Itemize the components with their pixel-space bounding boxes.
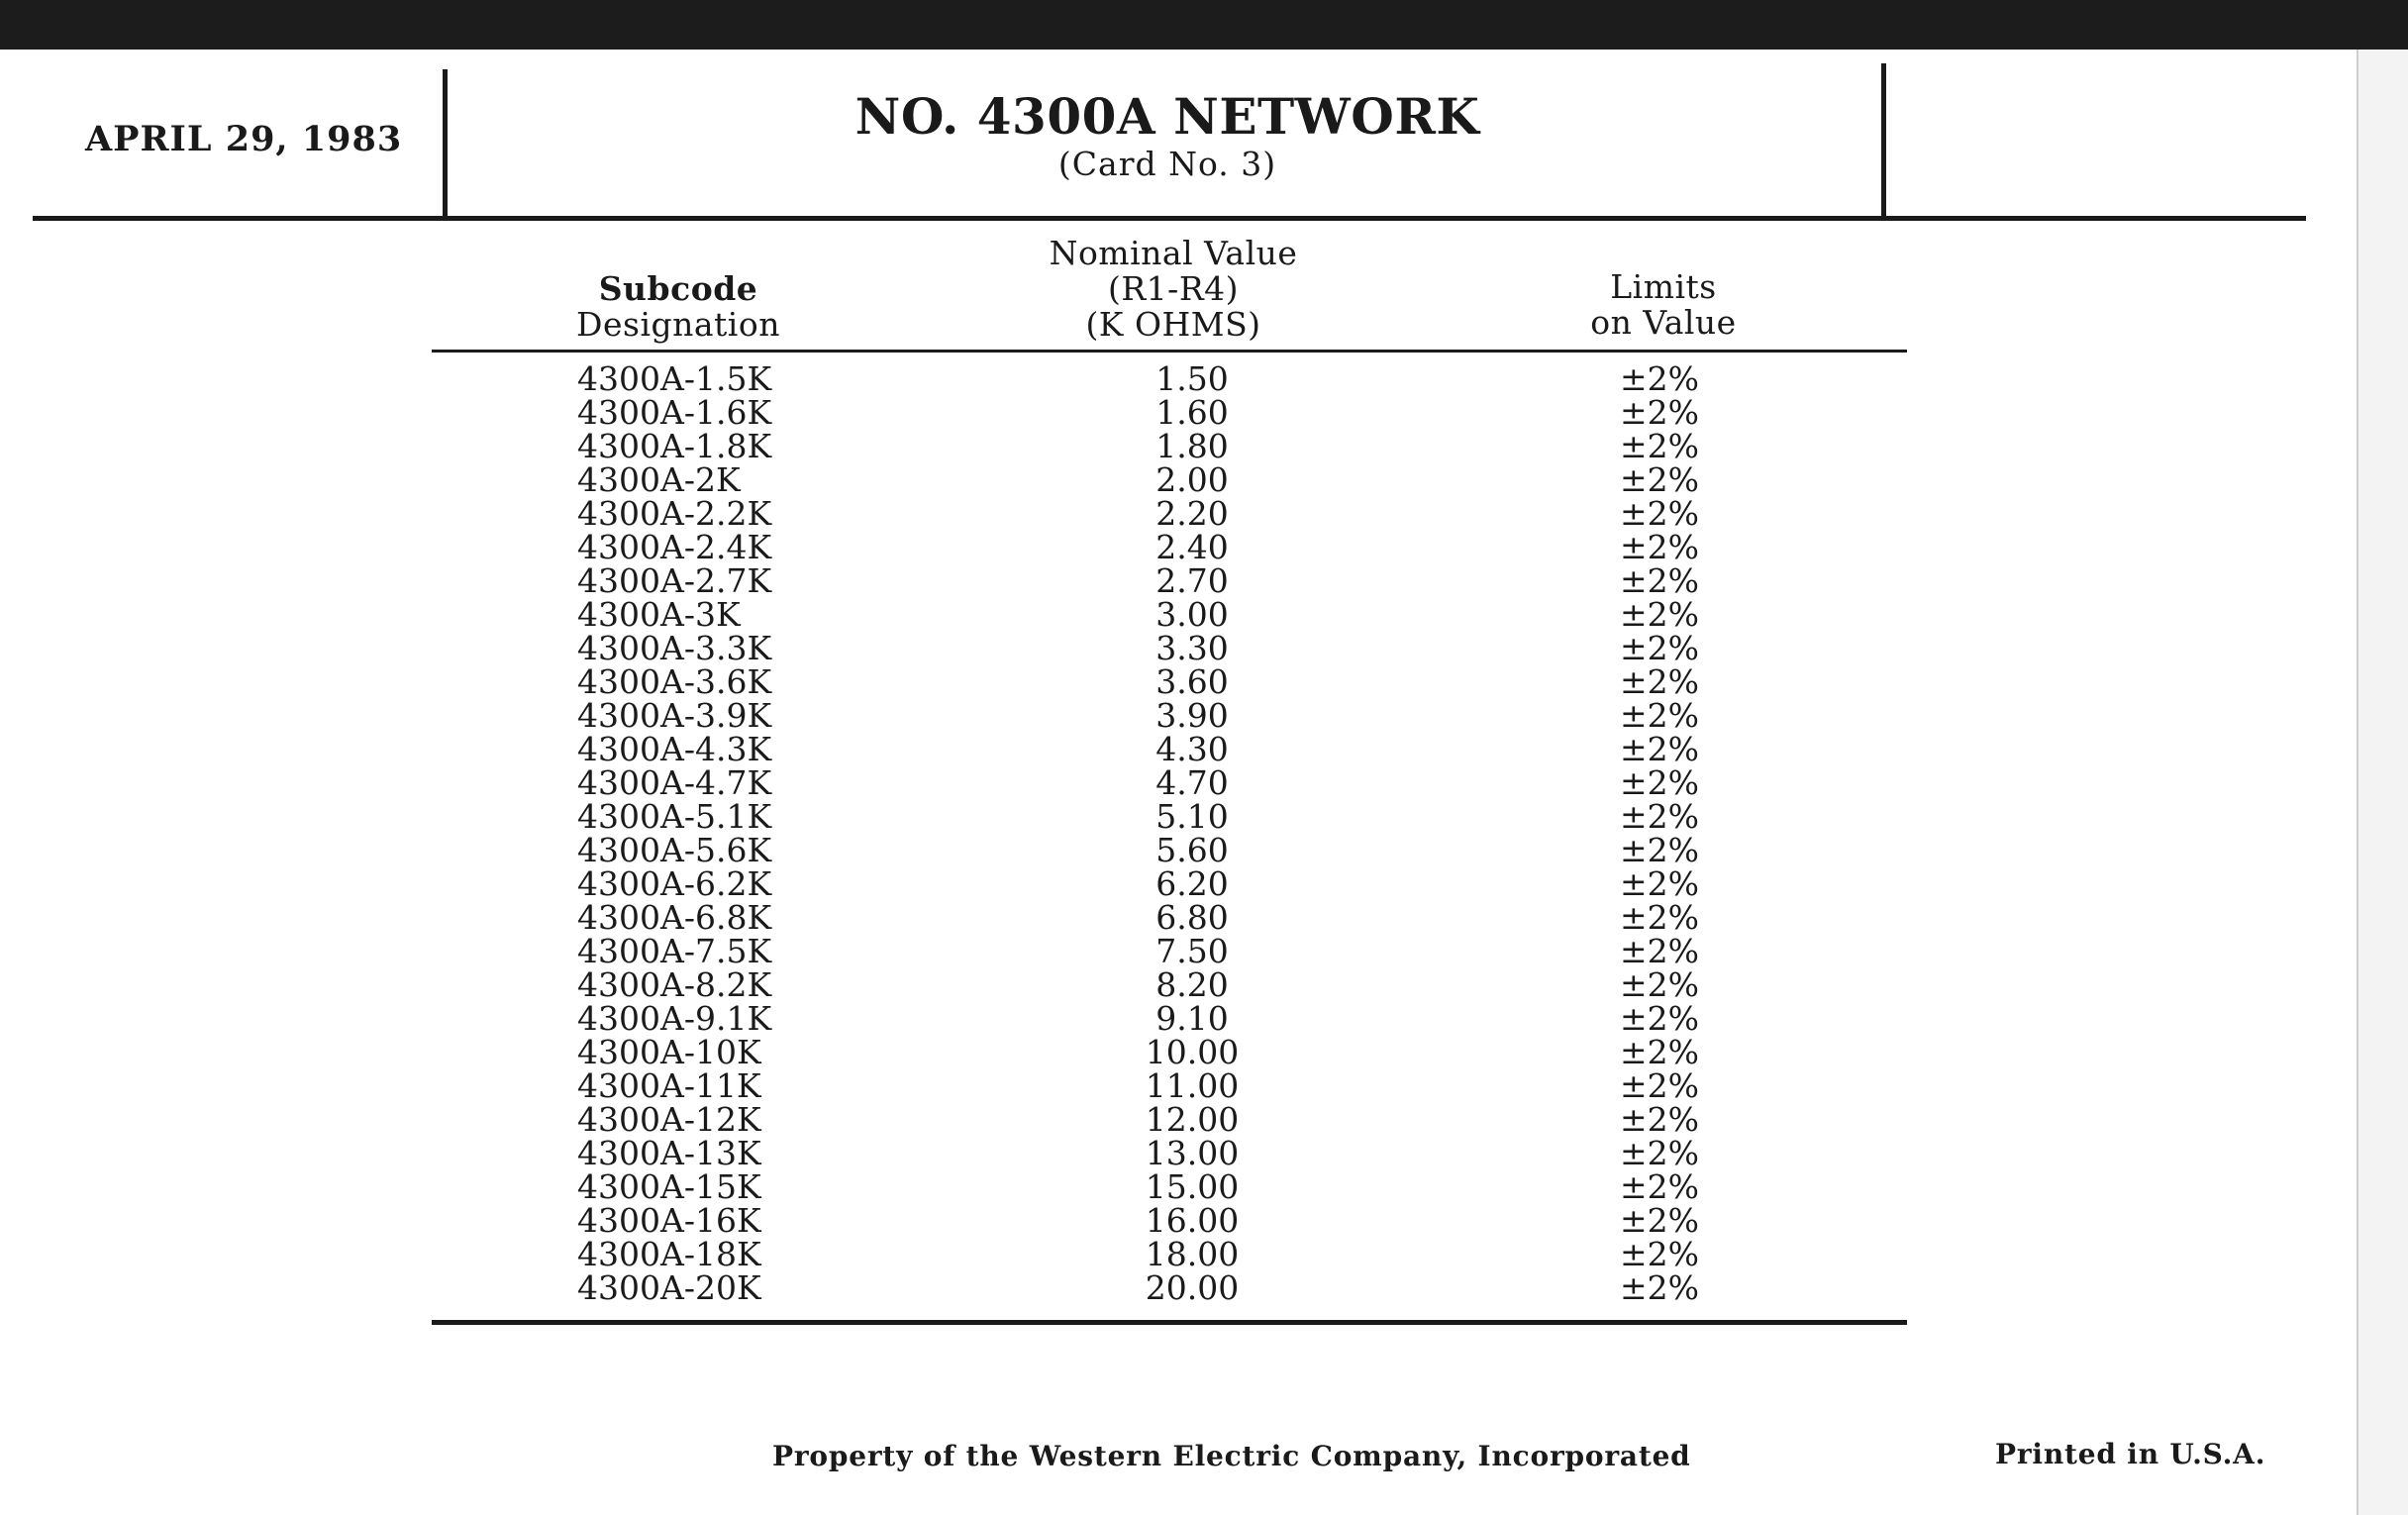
limit-cell: ±2% [1619,898,1699,937]
table-row [436,460,1901,499]
subcode-cell: 4300A-6.2K [577,864,772,903]
table-row [436,427,1901,465]
limit-cell: ±2% [1619,730,1699,768]
nominal-value-cell: 2.00 [1155,460,1229,499]
table-row [436,1235,1901,1273]
subcode-cell: 4300A-2K [577,460,741,499]
document-title: NO. 4300A NETWORK [854,87,1480,146]
limit-cell: ±2% [1619,696,1699,735]
column-header-nominal-value [990,236,1356,343]
limit-cell: ±2% [1619,1066,1699,1105]
nominal-value-cell: 13.00 [1145,1134,1240,1172]
subcode-cell: 4300A-2.4K [577,528,772,566]
nominal-value-cell: 7.50 [1155,932,1229,970]
table-row [436,1100,1901,1139]
subcode-cell: 4300A-1.8K [577,427,772,465]
table-row [436,561,1901,600]
limit-cell: ±2% [1619,932,1699,970]
nominal-value-cell: 2.20 [1155,494,1229,533]
subcode-cell: 4300A-3K [577,595,741,634]
nominal-value-cell: 16.00 [1145,1201,1240,1240]
nominal-value-cell: 6.80 [1155,898,1229,937]
limit-cell: ±2% [1619,1201,1699,1240]
subcode-cell: 4300A-20K [577,1268,761,1307]
nominal-value-cell: 11.00 [1145,1066,1240,1105]
table-row [436,1066,1901,1105]
subcode-cell: 4300A-2.7K [577,561,772,600]
subcode-cell: 4300A-3.9K [577,696,772,735]
limit-cell: ±2% [1619,1167,1699,1206]
table-row [436,1167,1901,1206]
subcode-cell: 4300A-5.6K [577,831,772,869]
table-row [436,797,1901,836]
limit-cell: ±2% [1619,427,1699,465]
column-header-subcode-sub [540,307,817,343]
subcode-cell: 4300A-4.7K [577,763,772,802]
document-card [0,50,2357,1515]
table-row [436,494,1901,533]
subcode-cell: 4300A-7.5K [577,932,772,970]
table-row [436,999,1901,1038]
subcode-cell: 4300A-16K [577,1201,761,1240]
limit-cell: ±2% [1619,595,1699,634]
subcode-cell: 4300A-1.5K [577,359,772,398]
nominal-value-cell: 20.00 [1145,1268,1240,1307]
limit-cell: ±2% [1619,359,1699,398]
table-row [436,965,1901,1004]
limit-cell: ±2% [1619,1033,1699,1071]
nominal-value-cell: 4.30 [1155,730,1229,768]
subcode-cell: 4300A-9.1K [577,999,772,1038]
footer-printed-notice: Printed in U.S.A. [1995,1438,2266,1470]
table-header-rule [432,350,1907,353]
nominal-value-cell: 12.00 [1145,1100,1240,1139]
column-header-subcode-line2: Designation [576,305,780,344]
nominal-value-cell: 1.60 [1155,393,1229,432]
limit-cell: ±2% [1619,965,1699,1004]
table-row [436,1033,1901,1071]
limit-cell: ±2% [1619,629,1699,667]
nominal-value-cell: 6.20 [1155,864,1229,903]
limit-cell: ±2% [1619,494,1699,533]
column-header-subcode [540,271,817,307]
nominal-value-cell: 3.90 [1155,696,1229,735]
table-row [436,1268,1901,1307]
subcode-cell: 4300A-18K [577,1235,761,1273]
limit-cell: ±2% [1619,460,1699,499]
table-bottom-rule [432,1320,1907,1325]
column-header-limits-line1: Limits [1610,267,1717,306]
table-row [436,730,1901,768]
limit-cell: ±2% [1619,528,1699,566]
limit-cell: ±2% [1619,831,1699,869]
table-row [436,864,1901,903]
limit-cell: ±2% [1619,1100,1699,1139]
subcode-cell: 4300A-2.2K [577,494,772,533]
table-row [436,932,1901,970]
nominal-value-cell: 5.60 [1155,831,1229,869]
limit-cell: ±2% [1619,393,1699,432]
table-row [436,359,1901,398]
table-row [436,763,1901,802]
nominal-value-cell: 10.00 [1145,1033,1240,1071]
limit-cell: ±2% [1619,797,1699,836]
limit-cell: ±2% [1619,1235,1699,1273]
subcode-cell: 4300A-10K [577,1033,761,1071]
column-header-limits [1545,269,1782,341]
nominal-value-cell: 3.30 [1155,629,1229,667]
table-body [436,359,1901,1307]
subcode-cell: 4300A-12K [577,1100,761,1139]
table-row [436,528,1901,566]
table-row [436,629,1901,667]
table-row [436,696,1901,735]
limit-cell: ±2% [1619,763,1699,802]
table-row [436,1201,1901,1240]
document-date: APRIL 29, 1983 [85,119,403,159]
header-rule [33,216,2306,221]
subcode-cell: 4300A-1.6K [577,393,772,432]
subcode-cell: 4300A-11K [577,1066,761,1105]
subcode-cell: 4300A-5.1K [577,797,772,836]
nominal-value-cell: 9.10 [1155,999,1229,1038]
document-subtitle: (Card No. 3) [1057,145,1277,183]
subcode-cell: 4300A-4.3K [577,730,772,768]
subcode-cell: 4300A-3.6K [577,662,772,701]
limit-cell: ±2% [1619,999,1699,1038]
nominal-value-cell: 2.70 [1155,561,1229,600]
nominal-value-cell: 4.70 [1155,763,1229,802]
subcode-cell: 4300A-3.3K [577,629,772,667]
nominal-value-cell: 8.20 [1155,965,1229,1004]
header-divider-left [443,69,448,218]
subcode-cell: 4300A-6.8K [577,898,772,937]
limit-cell: ±2% [1619,1268,1699,1307]
column-header-nominal-line3: (K OHMS) [1085,305,1261,344]
table-row [436,831,1901,869]
nominal-value-cell: 1.50 [1155,359,1229,398]
column-header-nominal-line2: (R1-R4) [1107,269,1240,308]
table-row [436,662,1901,701]
nominal-value-cell: 2.40 [1155,528,1229,566]
nominal-value-cell: 18.00 [1145,1235,1240,1273]
nominal-value-cell: 3.00 [1155,595,1229,634]
footer-property-notice: Property of the Western Electric Company, Incorporated [772,1440,1691,1472]
nominal-value-cell: 5.10 [1155,797,1229,836]
limit-cell: ±2% [1619,561,1699,600]
column-header-limits-line2: on Value [1590,303,1737,342]
limit-cell: ±2% [1619,1134,1699,1172]
table-row [436,595,1901,634]
subcode-cell: 4300A-13K [577,1134,761,1172]
limit-cell: ±2% [1619,864,1699,903]
subcode-cell: 4300A-8.2K [577,965,772,1004]
nominal-value-cell: 1.80 [1155,427,1229,465]
nominal-value-cell: 3.60 [1155,662,1229,701]
limit-cell: ±2% [1619,662,1699,701]
table-row [436,1134,1901,1172]
subcode-cell: 4300A-15K [577,1167,761,1206]
column-header-nominal-line1: Nominal Value [1049,234,1298,272]
table-row [436,898,1901,937]
table-row [436,393,1901,432]
page-edge [2357,50,2408,1515]
column-header-subcode-line1: Subcode [598,269,758,308]
nominal-value-cell: 15.00 [1145,1167,1240,1206]
